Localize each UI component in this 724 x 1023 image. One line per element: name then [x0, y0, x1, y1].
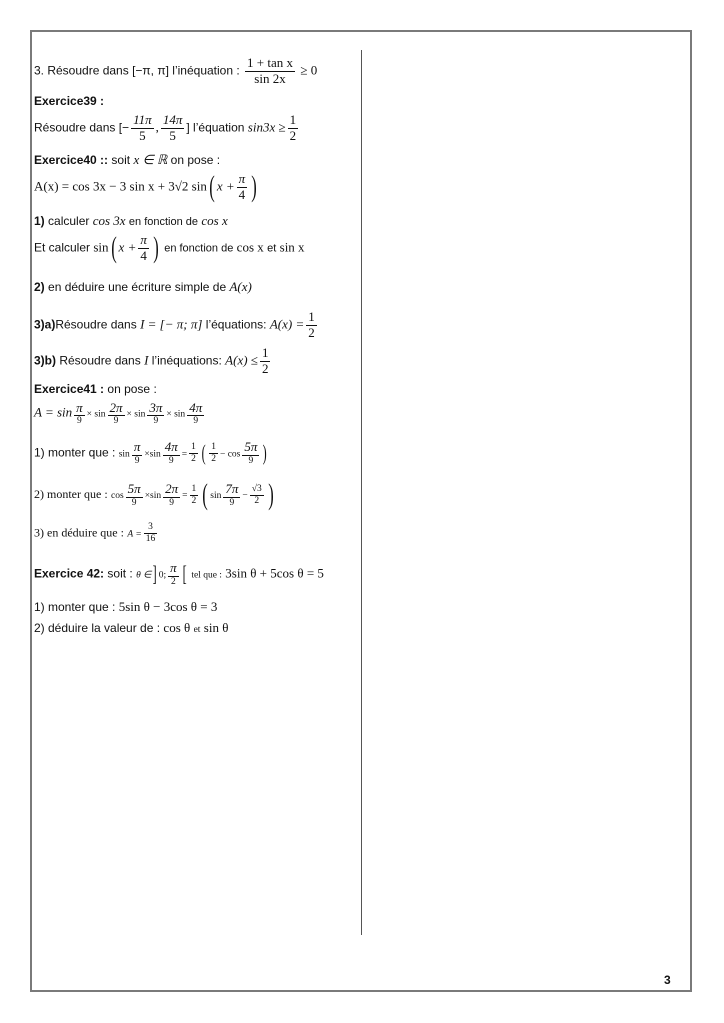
question-3-fraction: $\frac{\text{1 + tan x}}{\sin 2x}$ [247, 55, 293, 86]
column-divider [361, 50, 362, 935]
exercise-39-statement: Résoudre dans [− $\frac{11\pi}{5}$ , $\frac{14\pi}{5}$ ] l’équation sin3x ≥ $\frac{1}{2}$ [34, 112, 297, 143]
exercise-40-definition: A(x) = cos 3x − 3 sin x + 3√2 sin( x + $\frac{\pi}{4}$ ) [34, 170, 257, 204]
question-3-text: 3. Résoudre dans [−π, π] l’inéquation : [34, 63, 240, 78]
exercise-40-question-1b: Et calculer sin( x + $\frac{\pi}{4}$ ) en fonction de cos x et sin x [34, 231, 305, 265]
exercise-40-question-3b: 3)b) Résoudre dans I l’inéquations: A(x) ≤ $\frac{1}{2}$ [34, 345, 269, 376]
exercise-40-question-3a: 3)a)Résoudre dans I = [− π; π] l’équations: A(x) = $\frac{1}{2}$ [34, 309, 315, 340]
exercise-39-title: Exercice39 : [34, 94, 105, 108]
exercise-40-header: Exercice40 :: soit x ∈ ℝ on pose : [34, 152, 221, 167]
exercise-41-definition: A = sin $\frac{\pi}{9}$ × sin $\frac{2\pi}{9}$ × sin $\frac{3\pi}{9}$ × sin $\frac{4\pi}{9}$ [34, 400, 203, 427]
exercise-42-question-1: 1) monter que : 5sin θ − 3cos θ = 3 [34, 599, 218, 614]
exercise-40-question-1: 1) calculer cos 3x en fonction de cos x [34, 213, 228, 228]
exercise-42-statement: Exercice 42: soit : θ ∈] 0; $\frac{\pi}{2}$ [ tel que : 3sin θ + 5cos θ = 5 [34, 560, 324, 587]
exercise-41-question-1: 1) monter que : sin $\frac{\pi}{9}$ ×sin $\frac{4\pi}{9}$ = $\frac{1}{2}$ ( $\frac{1}{2}$ − cos $\frac{5\pi}{9}$ ) [34, 439, 268, 466]
exercise-41-question-2: 2) monter que : cos $\frac{5\pi}{9}$ ×sin $\frac{2\pi}{9}$ = $\frac{1}{2}$ ( sin $\frac{7\pi}{9}$ − $\frac{√3}{2}$ ) [34, 478, 274, 511]
exercise-41-question-3: 3) en déduire que : A = $\frac{3}{16}$ [34, 522, 156, 544]
exercise-40-question-2: 2) en déduire une écriture simple de A(x) [34, 279, 252, 294]
fraction: $\frac{14\pi}{5}$ [162, 112, 183, 143]
fraction: $\frac{1}{2}$ [289, 112, 297, 143]
fraction: $\frac{11\pi}{5}$ [133, 112, 152, 143]
exercise-41-header: Exercice41 : on pose : [34, 382, 157, 396]
exercise-42-question-2: 2) déduire la valeur de : cos θ et sin θ [34, 620, 229, 635]
question-3-line: 3. Résoudre dans [−π, π] l’inéquation : $\frac{\text{1 + tan x}}{\sin 2x}$ ≥ 0 [34, 55, 318, 86]
page-number: 3 [664, 973, 671, 987]
